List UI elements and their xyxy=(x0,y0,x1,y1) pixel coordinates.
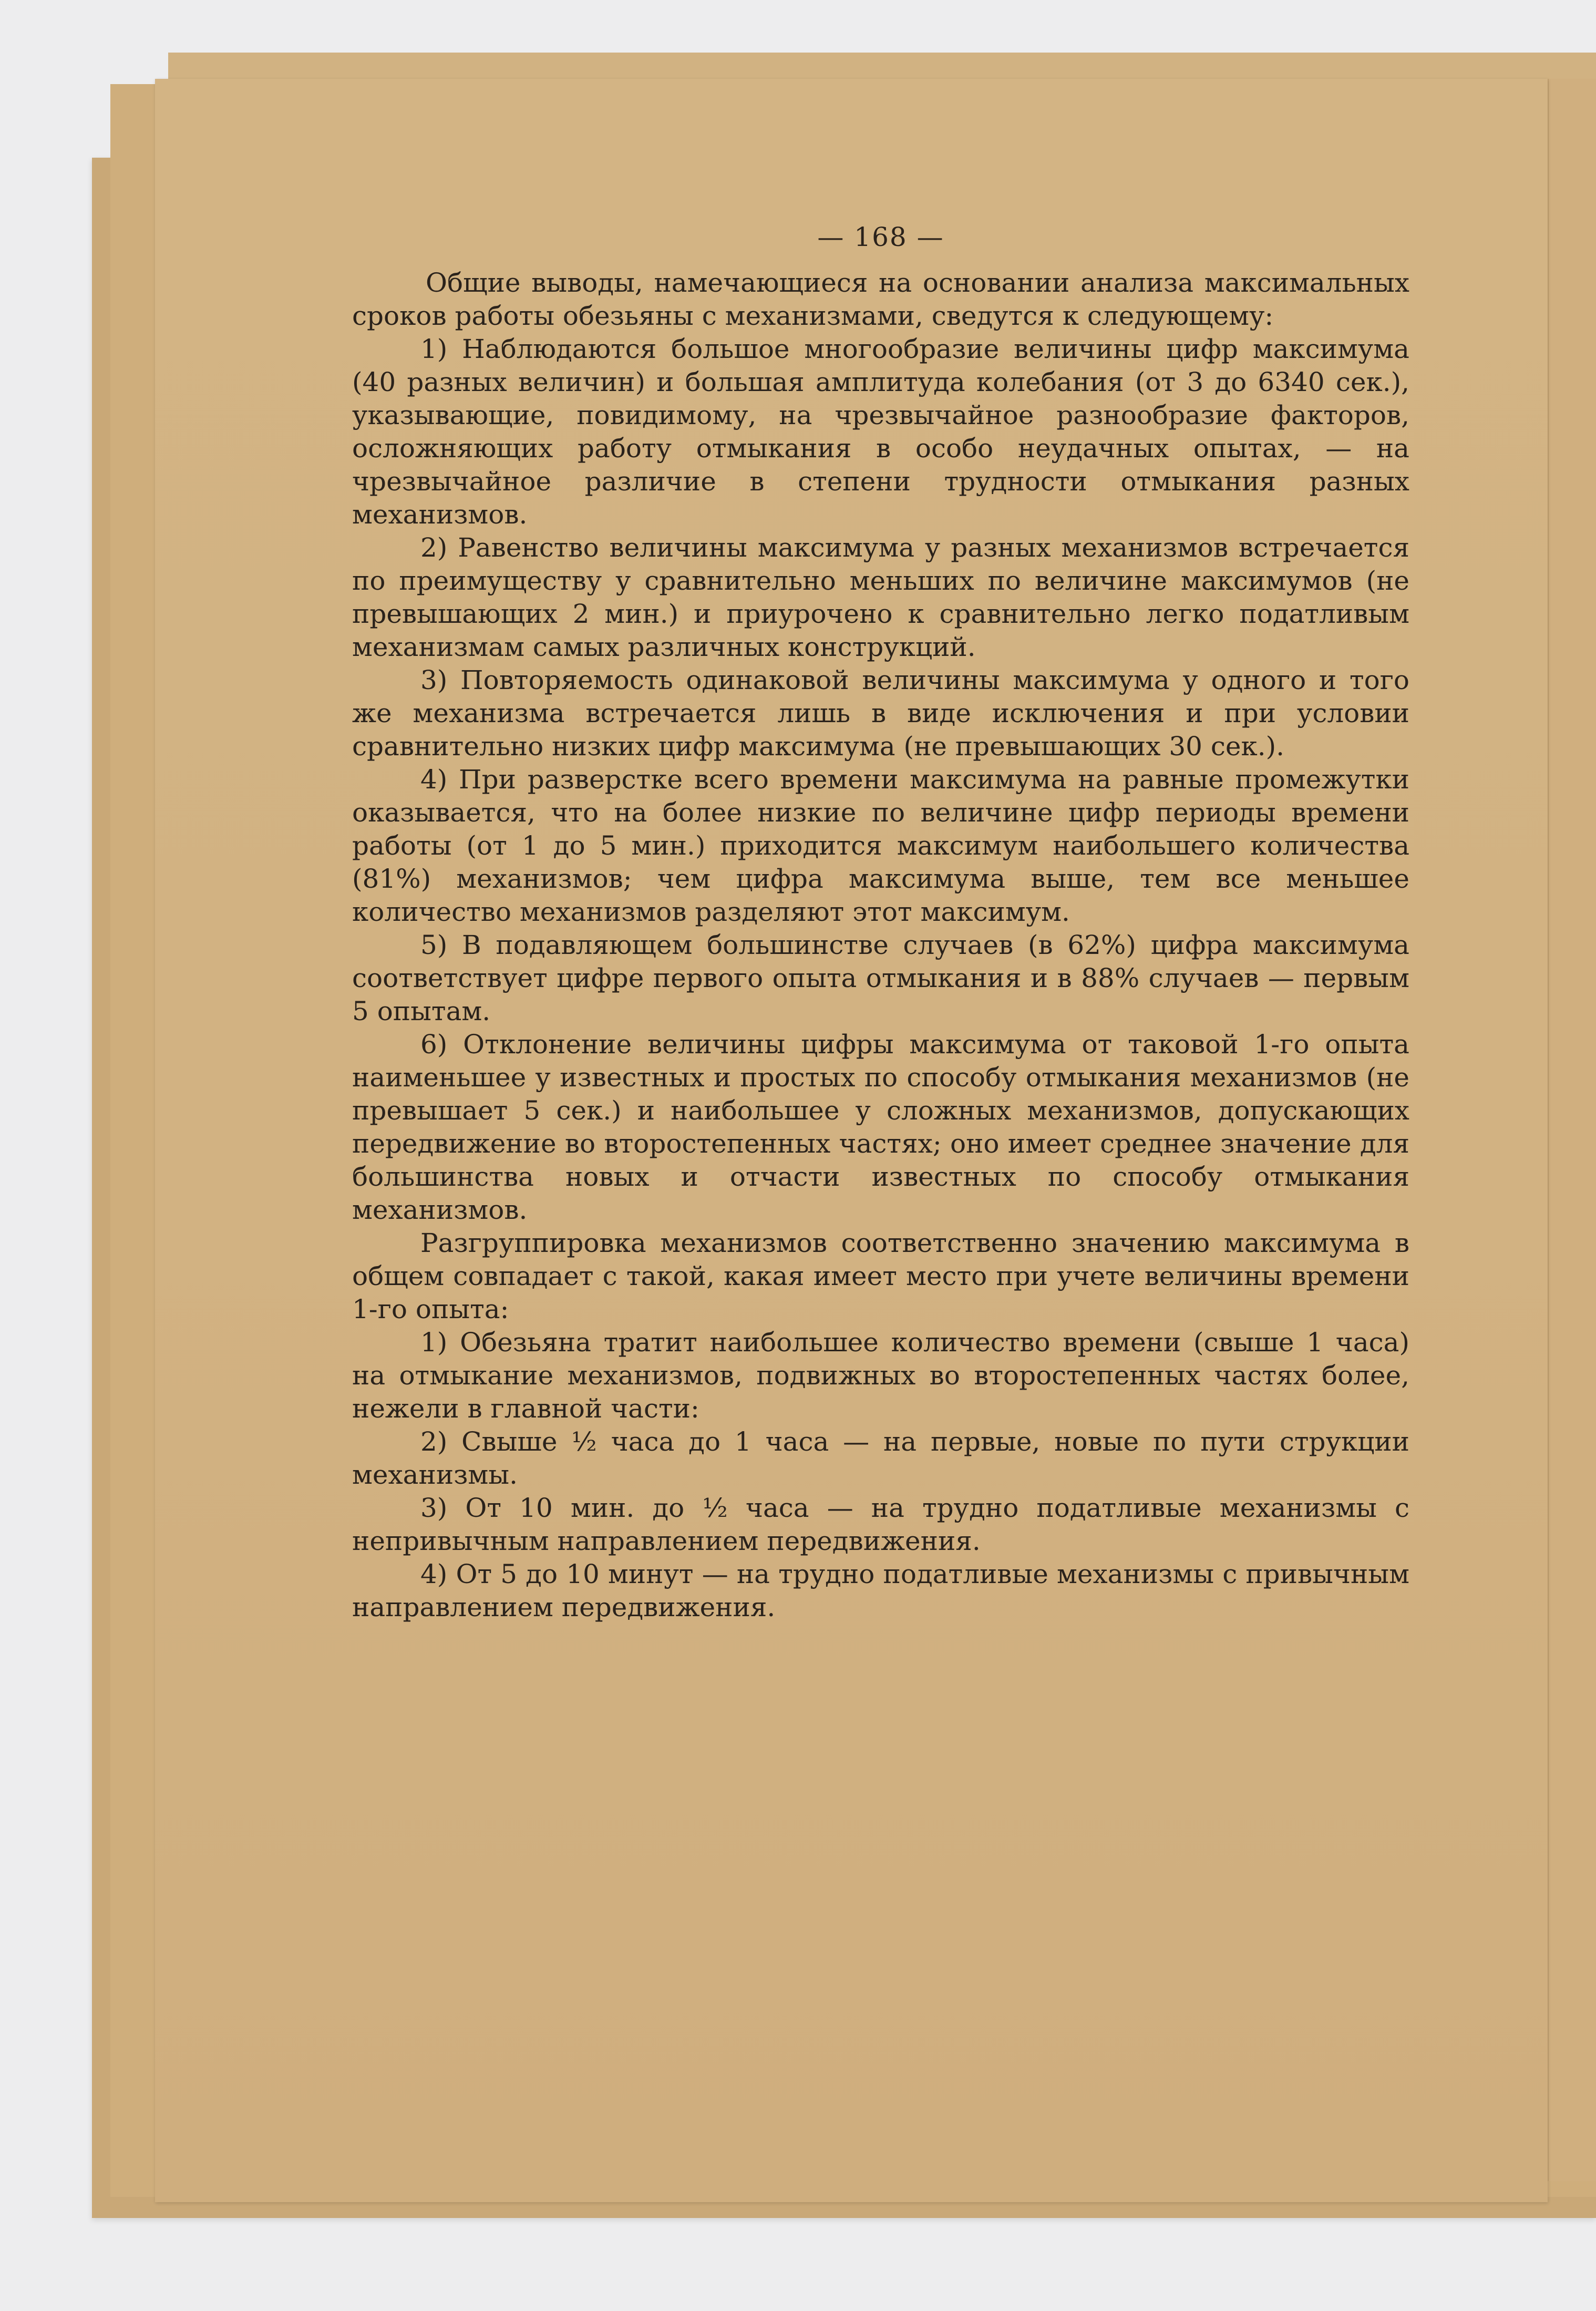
grouping-intro-paragraph: Разгруппировка механизмов соответственно значению максимума в общем совпадает с такой, какая имеет место при учете величины времени 1-го опыта: xyxy=(352,1228,1409,1324)
grouping-item-2: 2) Свыше ½ часа до 1 часа — на первые, новые по пути струкции механизмы. xyxy=(352,1426,1409,1490)
grouping-item-3: 3) От 10 мин. до ½ часа — на трудно податливые механизмы с непривычным направлением передвижения. xyxy=(352,1493,1409,1556)
conclusion-item-4: 4) При разверстке всего времени максимума на равные промежутки оказывается, что на более низкие по величине цифр периоды времени работы (от 1 до 5 мин.) приходится максимум наибольшего количества (81%) механизмов; чем цифра максимума выше, тем все меньшее количество механизмов разделяют этот максимум. xyxy=(352,764,1409,927)
adjacent-page-edge xyxy=(1548,79,1596,2181)
conclusion-item-6: 6) Отклонение величины цифры максимума от таковой 1-го опыта наименьшее у известных и простых по способу отмыкания механизмов (не превышает 5 сек.) и наибольшее у сложных механизмов, допускающих передвижение во второстепенных частях; оно имеет среднее значение для большинства новых и отчасти известных по способу отмыкания механизмов. xyxy=(352,1029,1409,1225)
grouping-item-4: 4) От 5 до 10 минут — на трудно податливые механизмы с привычным направлением передвижения. xyxy=(352,1559,1409,1622)
grouping-item-1: 1) Обезьяна тратит наибольшее количество времени (свыше 1 часа) на отмыкание механизмов, подвижных во второстепенных частях более, нежели в главной части: xyxy=(352,1327,1409,1424)
conclusion-item-1: 1) Наблюдаются большое многообразие величины цифр максимума (40 разных величин) и большая амплитуда колебания (от 3 до 6340 сек.), указывающие, повидимому, на чрезвычайное разнообразие факторов, осложняющих работу отмыкания в особо неудачных опытах, — на чрезвычайное различие в степени трудности отмыкания разных механизмов. xyxy=(352,334,1409,530)
page-number: — 168 — xyxy=(817,222,944,252)
conclusion-item-5: 5) В подавляющем большинстве случаев (в 62%) цифра максимума соответствует цифре первого опыта отмыкания и в 88% случаев — первым 5 опытам. xyxy=(352,930,1409,1026)
intro-paragraph: Общие выводы, намечающиеся на основании анализа максимальных сроков работы обезьяны с механизмами, сведутся к следующему: xyxy=(352,268,1409,331)
page-text-block xyxy=(352,221,1409,1624)
conclusion-item-3: 3) Повторяемость одинаковой величины максимума у одного и того же механизма встречается лишь в виде исключения и при условии сравнительно низких цифр максимума (не превышающих 30 сек.). xyxy=(352,665,1409,762)
conclusion-item-2: 2) Равенство величины максимума у разных механизмов встречается по преимуществу у сравнительно меньших по величине максимумов (не превышающих 2 мин.) и приурочено к сравнительно легко податливым механизмам самых различных конструкций. xyxy=(352,532,1409,662)
